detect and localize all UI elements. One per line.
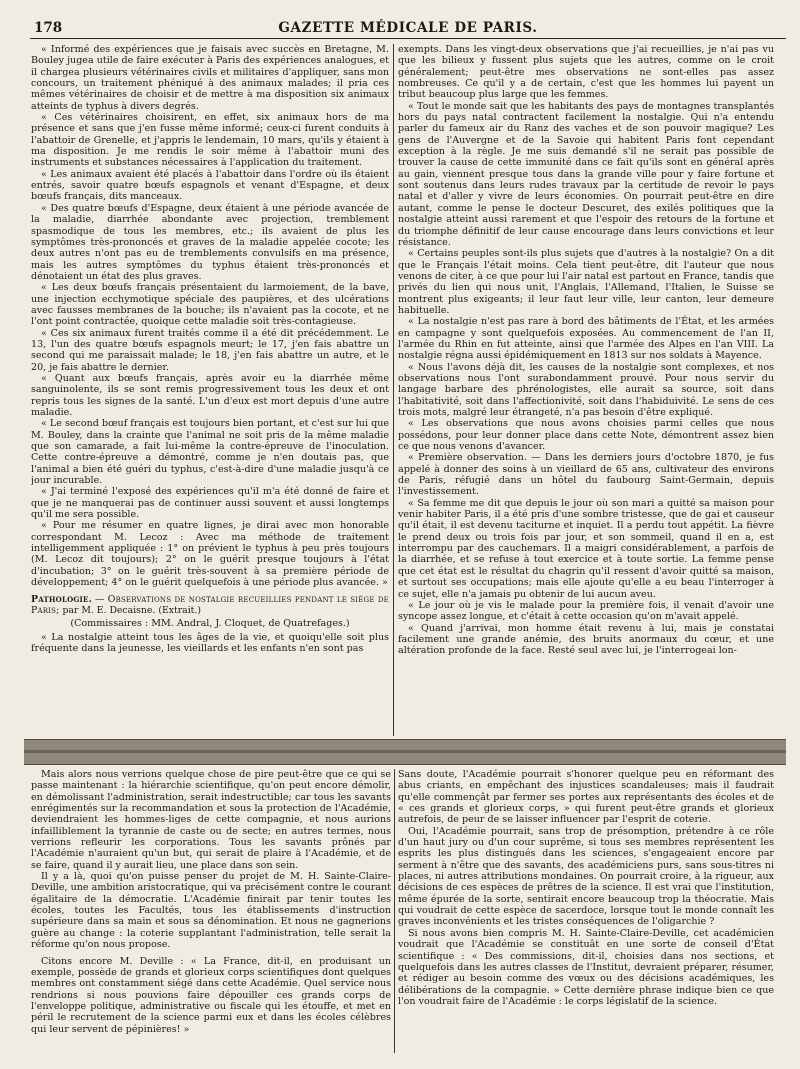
separator-rule (24, 750, 786, 753)
page-header (30, 18, 786, 39)
article-author: par M. E. Decaisne. (Extrait.) (62, 604, 201, 616)
paragraph: « Tout le monde sait que les habitants des pays de montagnes transplantés hors du pays natal contractent facilement la nostalgie. Qui n'a entendu parler du fameux air du Ranz des vaches et de son pouvoir magique? Les gens de l'Auvergne et de la Savoie qui habitent Paris font cependant exception à la règle. Je me suis demandé s'il ne serait pas possible de trouver la cause de cette immunité dans ce fait qu'ils sont en général après au gain, viennent presque tous dans la grande ville pour y faire fortune et sont soutenus dans leurs rudes travaux par la certitude de revoir le pays natal et d'aller y vivre de leurs économies. On pourrait peut-être en dire autant, comme le pense le docteur Descuret, des exilés politiques que la nostalgie atteint aussi rarement et que l'espoir des retours de la fortune et du triomphe définitif de leur cause encourage dans leurs convictions et leur résistance. (398, 100, 774, 248)
column-divider (394, 769, 395, 1053)
paragraph: « Sa femme me dit que depuis le jour où son mari a quitté sa maison pour venir habiter Paris, il a été pris d'une sombre tristesse, que de gai et causeur qu'il était, il est devenu taciturne et inquiet. Il a perdu tout appétit. La fièvre le prend deux ou trois fois par jour, et son sommeil, quand il en a, est interrompu par des cauchemars. Il a maigri considérablement, a parfois de la diarrhée, et se refuse à tout exercice et à toute sortie. La femme pense que cet état est le résultat du chagrin qu'il ressent d'avoir quitté sa maison, et surtout ses occupations; mais elle ajoute qu'elle a eu beau l'interroger à ce sujet, elle n'a jamais pu obtenir de lui aucun aveu. (398, 497, 774, 600)
paragraph: « Le jour où je vis le malade pour la première fois, il venait d'avoir une syncope assez longue, et c'était à cette occasion qu'on m'avait appelé. (398, 599, 774, 623)
paragraph: « Les observations que nous avons choisies parmi celles que nous possédons, pour leur donner place dans cette Note, démontrent assez bien ce que nous venons d'avancer. (398, 418, 774, 453)
paragraph: « Le second bœuf français est toujours bien portant, et c'est sur lui que M. Bouley, dans la crainte que l'animal ne soit pris de la même maladie que son camarade, a fait lui-même la contre-épreuve de l'inoculation. Cette contre-épreuve a démontré, comme je n'en doutais pas, que l'animal a bien été guéri du typhus, c'est-à-dire d'une maladie jusqu'à ce jour incurable. (31, 418, 389, 487)
paragraph: Si nous avons bien compris M. H. Sainte-Claire-Deville, cet académicien voudrait que l'Académie se constituât en une sorte de conseil d'État scientifique : « Des commissions, dit-il, choisies dans nos sections, et quelquefois dans les autres classes de l'Institut, devraient préparer, résumer, et rédiger au besoin comme des vœux ou des décisions académiques, les délibérations de la compagnie. » Cette dernière phrase indique bien ce que l'on voudrait faire de l'Académie : le corps législatif de la science. (398, 927, 774, 1007)
page-number: 178 (34, 20, 63, 36)
paragraph: « Certains peuples sont-ils plus sujets que d'autres à la nostalgie? On a dit que le Français l'était moins. Cela tient peut-être, dit l'auteur que nous venons de citer, à ce que pour lui l'air natal est partout en France, tandis que privés du lien qui nous unit, l'Anglais, l'Allemand, l'Italien, le Suisse se montrent plus exigeants; il leur faut leur ville, leur canton, leur demeure habituelle. (398, 248, 774, 316)
column-3 (31, 769, 391, 1053)
column-1 (31, 44, 389, 736)
column-4 (398, 769, 774, 1053)
paragraph: « J'ai terminé l'exposé des expériences qu'il m'a été donné de faire et que je ne manquerai pas de continuer aussi souvent et aussi longtemps qu'il me sera possible. (31, 486, 389, 521)
paragraph: « Ces six animaux furent traités comme il a été dit précédemment. Le 13, l'un des quatre bœufs espagnols meurt; le 17, j'en fais abattre un second qui me paraissait malade; le 18, j'en fais abattre un autre, et le 20, je fais abattre le dernier. (31, 327, 389, 373)
commissioners: (Commissaires : MM. Andral, J. Cloquet, de Quatrefages.) (70, 618, 350, 630)
paragraph: « Première observation. — Dans les derniers jours d'octobre 1870, je fus appelé à donner des soins à un vieillard de 65 ans, cultivateur des environs de Paris, réfugié dans un hôtel du faubourg Saint-Germain, depuis l'investissement. (398, 452, 774, 498)
article-heading (31, 594, 389, 617)
paragraph: « Informé des expériences que je faisais avec succès en Bretagne, M. Bouley jugea utile de faire exécuter à Paris des expériences analogues, et il chargea plusieurs vétérinaires civils et militaires d'appliquer, sans mon concours, un traitement phéniqué à des animaux malades; il pria ces mêmes vétérinaires de choisir et de mettre à ma disposition six animaux atteints de typhus à divers degrés. (31, 44, 389, 112)
paragraph: « La nostalgie n'est pas rare à bord des bâtiments de l'État, et les armées en campagne y sont quelquefois exposées. Au commencement de l'an II, l'armée du Rhin en fut atteinte, ainsi que l'armée des Alpes en l'an VIII. La nostalgie régna aussi épidémiquement en 1813 sur nos soldats à Mayence. (398, 316, 774, 362)
paragraph: « Pour me résumer en quatre lignes, je dirai avec mon honorable correspondant M. Lecoz : Avec ma méthode de traitement intelligemment appliquée : 1° on prévient le typhus à peu près toujours (M. Lecoz dit toujours); 2° on le guérit presque toujours à l'état d'incubation; 3° on le guérit très-souvent à sa première période de développement; 4° on le guérit quelquefois à une période plus avancée. » (31, 520, 389, 589)
paragraph: Il y a là, quoi qu'on puisse penser du projet de M. H. Sainte-Claire-Deville, une ambition aristocratique, qui va précisément contre le courant égalitaire de la démocratie. L'Académie finirait par tenir toutes les écoles, toutes les Facultés, tous les établissements d'instruction supérieure dans sa main et sous sa dénomination. Et nous ne gagnerions guère au change : la coterie supplantant l'administration, telle serait la réforme qu'on nous propose. (31, 871, 391, 951)
paragraph: Citons encore M. Deville : « La France, dit-il, en produisant un exemple, possède de grands et glorieux corps scientifiques dont quelques membres ont constamment siégé dans cette Académie. Quel service nous rendrions si nous pouvions faire dépouiller ces grands corps de l'enveloppe politique, administrative ou fiscale qui les étouffe, et met en péril le recrutement de la science parmi eux et dans les écoles célèbres qui leur servent de pépinières! » (31, 955, 391, 1035)
paragraph: exempts. Dans les vingt-deux observations que j'ai recueillies, je n'ai pas vu que les bilieux y fussent plus sujets que les autres, comme on le croit généralement; peut-être mes observations ne sont-elles pas assez nombreuses. Ce qu'il y a de certain, c'est que les hommes lui payent un tribut beaucoup plus large que les femmes. (398, 44, 774, 101)
paragraph: « Les animaux avaient été placés à l'abattoir dans l'ordre où ils étaient entrés, savoir quatre bœufs espagnols et venant d'Espagne, et deux bœufs français, dits manceaux. (31, 168, 389, 203)
paragraph: « Les deux bœufs français présentaient du larmoiement, de la bave, une injection ecchymotique spéciale des paupières, et des ulcérations avec fausses membranes de la bouche; ils n'avaient pas la cocote, et ne l'ont point contractée, quoique cette maladie soit très-contagieuse. (31, 282, 389, 328)
paragraph: Oui, l'Académie pourrait, sans trop de présomption, prétendre à ce rôle d'un haut jury ou d'un cour suprême, si tous ses membres représentent les esprits les plus distingués dans les sciences, s'engageaient encore par serment à n'être que des savants, des académiciens purs, sans sous-titres ni places, ni autres attributions mondaines. On pourrait croire, à la rigueur, aux décisions de ces espèces de prêtres de la science. Il est vrai que l'institution, même épurée de la sorte, sentirait encore beaucoup trop la théocratie. Mais qui voudrait de cette espèce de sacerdoce, lorsque tout le monde connaît les graves inconvénients et les tristes conséquences de l'oligarchie ? (398, 825, 774, 928)
paragraph: « La nostalgie atteint tous les âges de la vie, et quoiqu'elle soit plus fréquente dans la jeunesse, les vieillards et les enfants n'en sont pas (31, 631, 389, 654)
paragraph: « Quant aux bœufs français, après avoir eu la diarrhée même sanguinolente, ils se sont remis progressivement tous les deux et ont repris tous les signes de la santé. L'un d'eux est mort depuis d'une autre maladie. (31, 372, 389, 418)
paragraph: Mais alors nous verrions quelque chose de pire peut-être que ce qui se passe maintenant : la hiérarchie scientifique, qu'on peut encore démolir, en démolissant l'administration, serait indestructible; car tous les savants enrégimentés sur la recommandation et sous la protection de l'Académie, deviendraient les hommes-liges de cette compagnie, et nous aurions infailliblement la tyrannie de caste ou de secte; en autres termes, nous verrions refleurir les corporations. Tous les savants prônés par l'Académie n'auraient qu'un but, qui serait de plaire à l'Académie, et de se faire, quand il y aurait lieu, une place dans son sein. (31, 769, 391, 871)
column-divider (393, 44, 394, 736)
paragraph: « Ces vétérinaires choisirent, en effet, six animaux hors de ma présence et sans que j'en fusse même informé; ceux-ci furent conduits à l'abattoir de Grenelle, et j'appris le lendemain, 10 mars, qu'ils y étaient à ma disposition. Je me rendis le soir même à l'abattoir muni des instruments et substances nécessaires à l'application du traitement. (31, 112, 389, 169)
paragraph: « Des quatre bœufs d'Espagne, deux étaient à une période avancée de la maladie, diarrhée abondante avec projection, tremblement spasmodique de tous les membres, etc.; ils avaient de plus les symptômes très-prononcés et graves de la maladie appelée cocote; les deux autres n'ont pas eu de tremblements convulsifs en ma présence, mais les autres symptômes du typhus étaient très-prononcés et dénotaient un état des plus graves. (31, 202, 389, 282)
column-2 (398, 44, 774, 736)
section-separator (24, 739, 786, 765)
article-title: — Observations de nostalgie recueillies pendant le siége de Paris; (31, 593, 389, 616)
section-category: Pathologie. (31, 593, 93, 605)
paragraph: Sans doute, l'Académie pourrait s'honorer quelque peu en réformant des abus criants, en empêchant des injustices scandaleuses; mais il faudrait qu'elle commençât par fermer ses portes aux représentants des écoles et de « ces grands et glorieux corps, » qui furent peut-être grands et glorieux autrefois, de peur de se laisser influencer par l'esprit de coterie. (398, 769, 774, 826)
paragraph: « Nous l'avons déjà dit, les causes de la nostalgie sont complexes, et nos observations nous l'ont surabondamment prouvé. Pour nous servir du langage barbare des phrénologistes, elle aurait sa source, soit dans l'habitativité, soit dans l'affectionivité, soit dans l'habiduivité. Le sens de ces trois mots, malgré leur étrangeté, n'a pas besoin d'être expliqué. (398, 361, 774, 418)
paragraph: « Quand j'arrivai, mon homme était revenu à lui, mais je constatai facilement une grande anémie, des bruits anormaux du cœur, et une altération profonde de la face. Resté seul avec lui, je l'interrogeai lon- (398, 622, 774, 657)
journal-title: GAZETTE MÉDICALE DE PARIS. (278, 20, 538, 36)
